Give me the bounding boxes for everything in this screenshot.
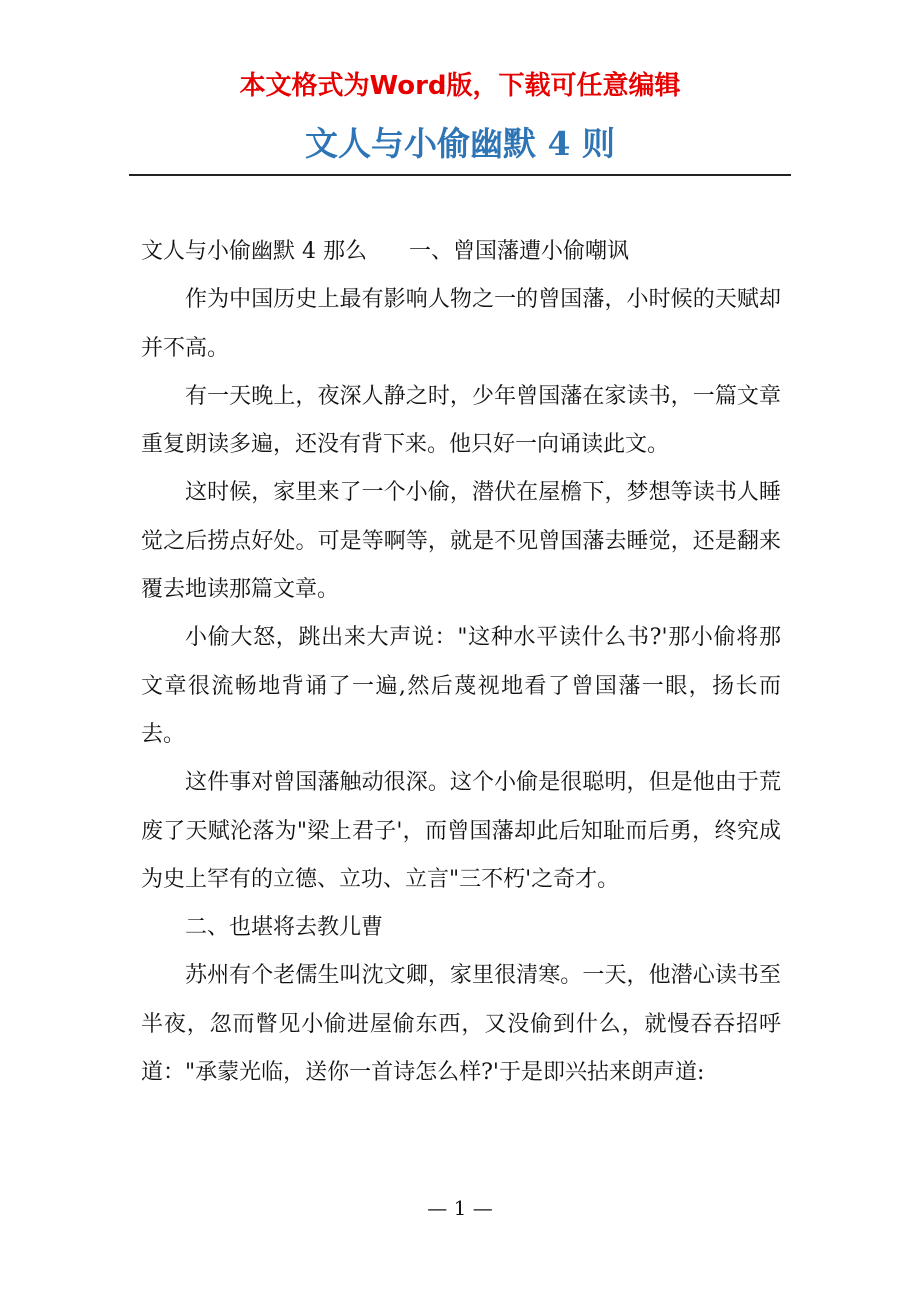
paragraph: 苏州有个老儒生叫沈文卿，家里很清寒。一天，他潜心读书至半夜，忽而瞥见小偷进屋偷东西，又没偷到什么，就慢吞吞招呼道："承蒙光临，送你一首诗怎么样?'于是即兴拈来朗声道: — [141, 963, 781, 1086]
intro-line — [141, 228, 781, 276]
page-number: — 1 — — [427, 1196, 493, 1220]
format-banner: 本文格式为Word版，下载可任意编辑 — [239, 71, 681, 101]
paragraph: 这时候，家里来了一个小偷，潜伏在屋檐下，梦想等读书人睡觉之后捞点好处。可是等啊等，就是不见曾国藩去睡觉，还是翻来覆去地读那篇文章。 — [141, 480, 781, 603]
title-divider — [129, 174, 791, 176]
paragraph: 小偷大怒，跳出来大声说："这种水平读什么书?'那小偷将那文章很流畅地背诵了一遍,然后蔑视地看了曾国藩一眼，扬长而去。 — [141, 625, 781, 747]
paragraph: 有一天晚上，夜深人静之时，少年曾国藩在家读书，一篇文章重复朗读多遍，还没有背下来。他只好一向诵读此文。 — [141, 383, 781, 458]
paragraph: 这件事对曾国藩触动很深。这个小偷是很聪明，但是他由于荒废了天赋沦落为"梁上君子'，而曾国藩却此后知耻而后勇，终究成为史上罕有的立德、立功、立言"三不朽'之奇才。 — [141, 770, 781, 892]
document-title: 文人与小偷幽默 4 则 — [305, 124, 615, 163]
section-heading-2: 二、也堪将去教儿曹 — [185, 915, 384, 941]
intro-lead: 文人与小偷幽默 4 那么 — [141, 239, 367, 264]
section-heading-1: 一、曾国藩遭小偷嘲讽 — [408, 239, 629, 264]
paragraph: 作为中国历史上最有影响人物之一的曾国藩，小时候的天赋却并不高。 — [141, 287, 781, 361]
document-body — [141, 228, 781, 1097]
